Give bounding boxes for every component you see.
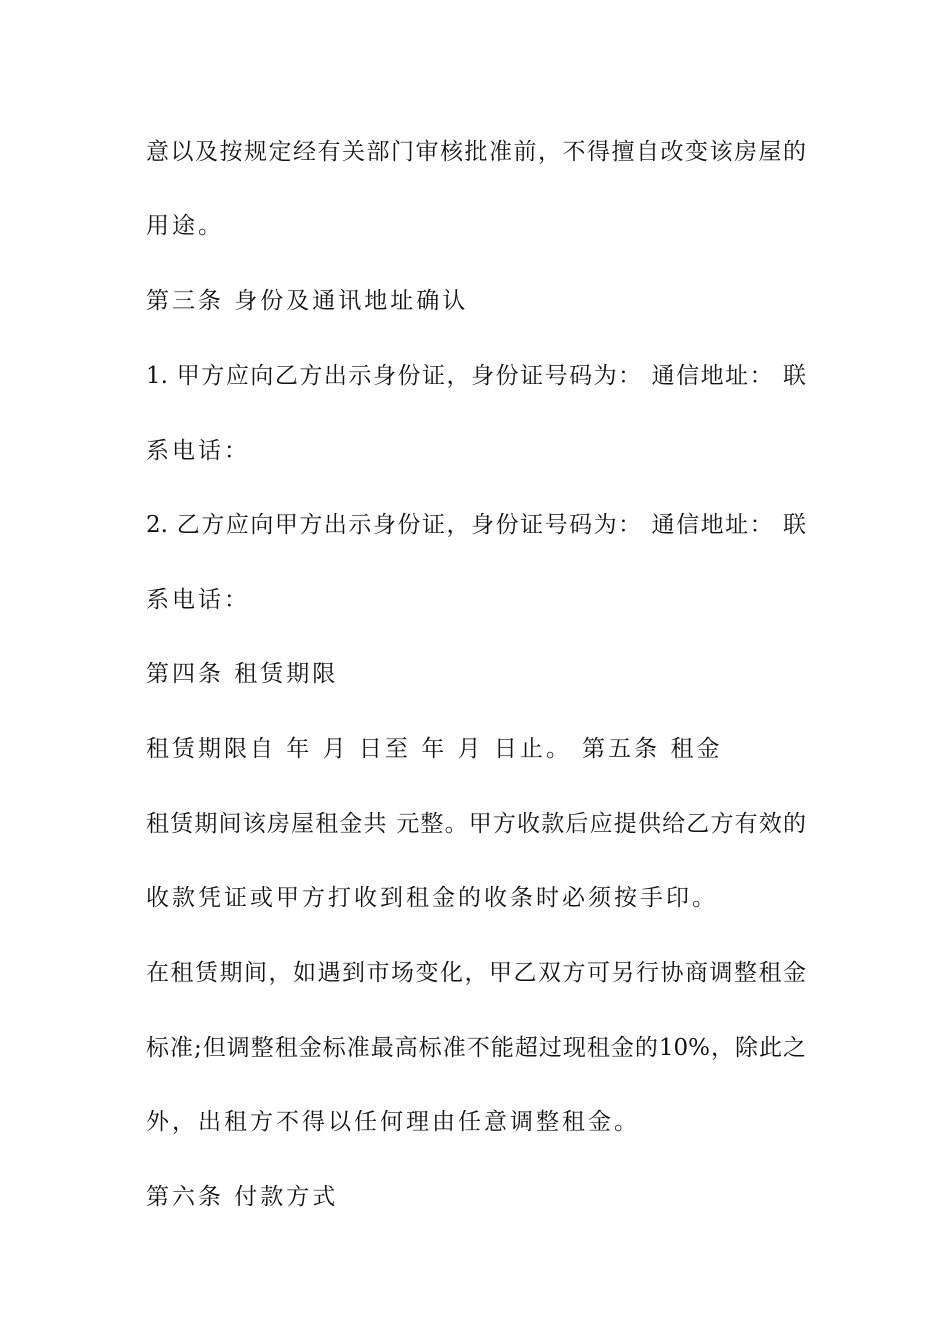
section-heading: 第四条 租赁期限: [146, 661, 339, 687]
body-text-line: 1. 甲方应向乙方出示身份证，身份证号码为： 通信地址： 联: [146, 363, 806, 389]
section-heading: 第三条 身份及通讯地址确认: [146, 288, 469, 314]
body-text-line: 2. 乙方应向甲方出示身份证，身份证号码为： 通信地址： 联: [146, 512, 806, 538]
body-text-line: 外，出租方不得以任何理由任意调整租金。: [146, 1109, 640, 1135]
section-heading: 第六条 付款方式: [146, 1184, 339, 1210]
body-text-line: 收款凭证或甲方打收到租金的收条时必须按手印。: [146, 885, 718, 911]
body-text-line: 系电话：: [146, 438, 250, 464]
body-text-line: 标准;但调整租金标准最高标准不能超过现租金的10%，除此之: [146, 1035, 806, 1061]
body-text-line: 在租赁期间，如遇到市场变化，甲乙双方可另行协商调整租金: [146, 960, 806, 986]
body-text-line: 租赁期间该房屋租金共 元整。甲方收款后应提供给乙方有效的: [146, 811, 806, 837]
body-text-line: 用途。: [146, 213, 224, 239]
body-text-line: 系电话：: [146, 587, 250, 613]
body-text-line: 意以及按规定经有关部门审核批准前，不得擅自改变该房屋的: [146, 139, 806, 165]
body-text-line: 租赁期限自 年 月 日至 年 月 日止。 第五条 租金: [146, 736, 723, 762]
